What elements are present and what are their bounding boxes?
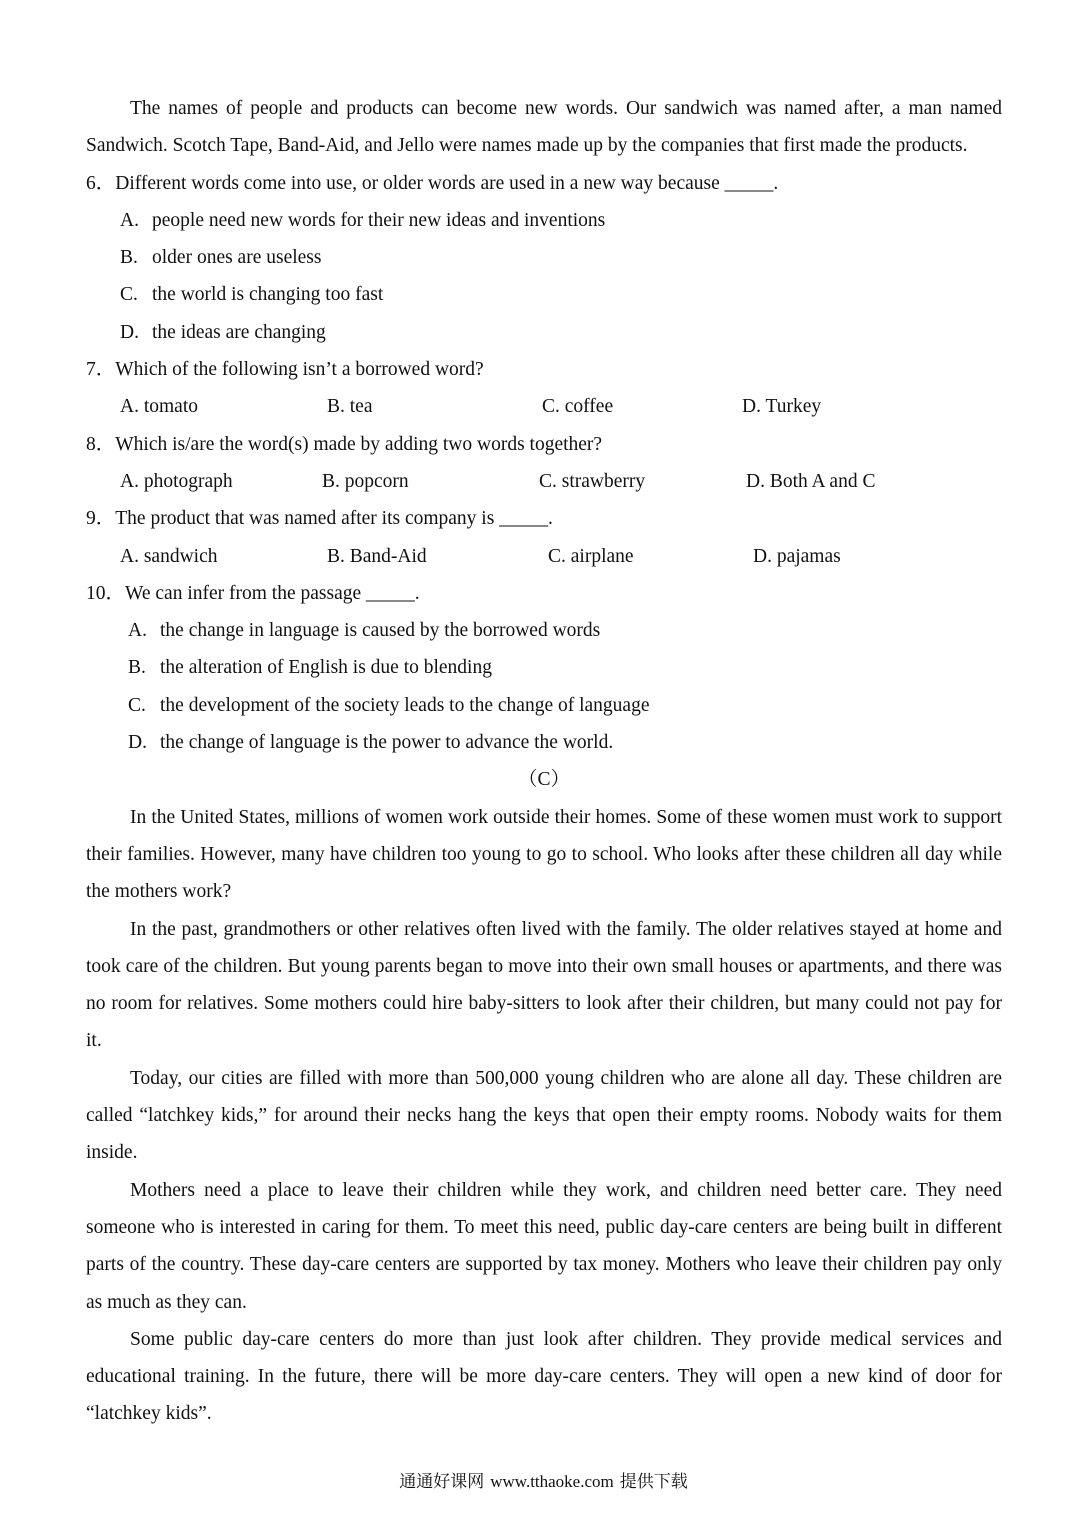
passage-c-paragraph-4: Mothers need a place to leave their children while they work, and children need better care. They need someone who is interested in caring for them. To meet this need, public day-care centers are being built in different parts of the country. These day-care centers are supported by tax money. Mothers who leave their children pay only as much as they can. [86,1179,1002,1313]
question-8 [86,426,1002,463]
question-stem: We can infer from the passage _____. [125,582,420,604]
option-7a: A. tomato [120,396,198,418]
option-7c: C. coffee [542,396,614,418]
footer-url: www.tthaoke.com [490,1472,614,1491]
option-text: older ones are useless [152,247,322,269]
passage-c-paragraph-2: In the past, grandmothers or other relatives often lived with the family. The older relatives stayed at home and took care of the children. But young parents began to move into their own small houses or apartments, and there was no room for relatives. Some mothers could hire baby-sitters to look after their children, but many could not pay for it. [86,918,1002,1052]
option-text: the change in language is caused by the borrowed words [160,620,601,642]
question-9 [86,500,1002,537]
option-10a [86,612,1002,649]
option-6c [86,276,1002,313]
options-9 [86,538,1002,575]
passage-c-paragraph-5: Some public day-care centers do more than just look after children. They provide medical services and educational training. In the future, there will be more day-care centers. They will open a new kind of door for “latchkey kids”. [86,1328,1002,1425]
question-number: 10． [86,582,126,604]
option-6b [86,239,1002,276]
option-text: people need new words for their new ideas and inventions [152,209,606,231]
option-8d: D. Both A and C [746,470,876,492]
question-number: 8． [86,433,116,455]
question-7 [86,351,1002,388]
option-letter: C. [120,284,138,306]
option-letter: D. [120,321,139,343]
question-stem: The product that was named after its company is _____. [115,508,553,530]
document-page [86,90,1002,1433]
option-letter: D. [128,732,147,754]
option-letter: C. [128,694,146,716]
question-stem: Which is/are the word(s) made by adding two words together? [115,433,603,455]
question-10 [86,575,1002,612]
intro-paragraph: The names of people and products can become new words. Our sandwich was named after, a man named Sandwich. Scotch Tape, Band-Aid, and Jello were names made up by the companies that first made the products. [86,98,1002,157]
option-text: the development of the society leads to the change of language [160,694,650,716]
option-text: the world is changing too fast [152,284,384,306]
option-text: the alteration of English is due to blending [160,657,492,679]
question-stem: Which of the following isn’t a borrowed word? [115,359,484,381]
option-10d [86,724,1002,761]
option-7b: B. tea [327,396,373,418]
option-9a: A. sandwich [120,545,218,567]
option-letter: B. [128,657,146,679]
section-heading-c: （C） [517,769,570,791]
option-7d: D. Turkey [742,396,822,418]
options-7 [86,388,1002,425]
option-text: the ideas are changing [152,321,326,343]
footer-site-name: 通通好课网 [399,1472,485,1492]
question-stem: Different words come into use, or older words are used in a new way because _____. [115,172,779,194]
question-number: 7． [86,359,116,381]
question-number: 9． [86,508,116,530]
option-8c: C. strawberry [539,470,646,492]
option-letter: B. [120,247,138,269]
option-9b: B. Band-Aid [327,545,427,567]
question-number: 6． [86,172,116,194]
option-10b [86,649,1002,686]
option-text: the change of language is the power to advance the world. [160,732,614,754]
option-8a: A. photograph [120,470,233,492]
options-8 [86,463,1002,500]
option-6d [86,314,1002,351]
option-9c: C. airplane [548,545,634,567]
option-letter: A. [120,209,139,231]
option-10c [86,687,1002,724]
passage-c-paragraph-3: Today, our cities are filled with more than 500,000 young children who are alone all day. These children are called “latchkey kids,” for around their necks hang the keys that open their empty rooms. Nobody waits for them inside. [86,1067,1002,1164]
option-8b: B. popcorn [322,470,409,492]
question-6 [86,165,1002,202]
page-footer [0,1470,1087,1494]
option-letter: A. [128,620,147,642]
footer-suffix: 提供下载 [619,1472,688,1492]
option-9d: D. pajamas [753,545,841,567]
option-6a [86,202,1002,239]
passage-c-paragraph-1: In the United States, millions of women work outside their homes. Some of these women must work to support their families. However, many have children too young to go to school. Who looks after these children all day while the mothers work? [86,806,1002,903]
